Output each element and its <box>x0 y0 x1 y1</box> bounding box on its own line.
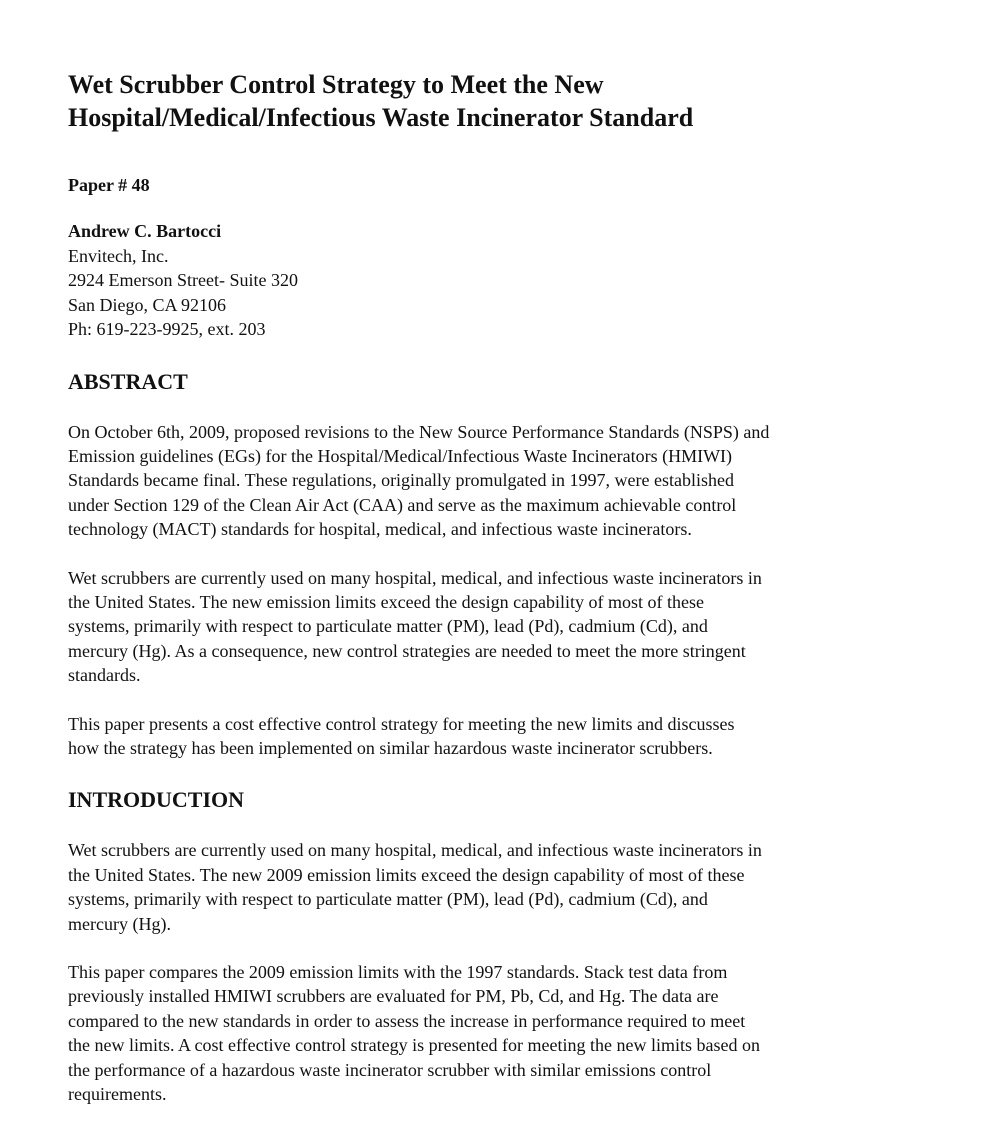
text-line: under Section 129 of the Clean Air Act (CAA) and serve as the maximum achievable control <box>68 494 737 515</box>
introduction-heading: INTRODUCTION <box>68 787 245 813</box>
document-page <box>68 68 918 1106</box>
paper-title-line-2: Hospital/Medical/Infectious Waste Incinerator Standard <box>68 103 694 132</box>
introduction-paragraph-2 <box>68 960 918 1106</box>
author-city: San Diego, CA 92106 <box>68 294 227 315</box>
abstract-paragraph-1 <box>68 420 918 542</box>
text-line: Wet scrubbers are currently used on many hospital, medical, and infectious waste incinerators in <box>68 840 762 861</box>
author-name: Andrew C. Bartocci <box>68 221 222 241</box>
author-organization: Envitech, Inc. <box>68 245 169 266</box>
author-street: 2924 Emerson Street- Suite 320 <box>68 270 298 290</box>
abstract-paragraph-2 <box>68 566 918 688</box>
text-line: Wet scrubbers are currently used on many hospital, medical, and infectious waste incinerators in <box>68 567 762 588</box>
paper-number: Paper # 48 <box>68 175 150 195</box>
text-line: This paper presents a cost effective control strategy for meeting the new limits and discusses <box>68 713 735 734</box>
text-line: the United States. The new 2009 emission limits exceed the design capability of most of these <box>68 864 745 885</box>
text-line: compared to the new standards in order to assess the increase in performance required to meet <box>68 1010 746 1031</box>
paper-title-line-1: Wet Scrubber Control Strategy to Meet the New <box>68 70 604 99</box>
text-line: technology (MACT) standards for hospital, medical, and infectious waste incinerators. <box>68 519 692 540</box>
text-line: This paper compares the 2009 emission limits with the 1997 standards. Stack test data from <box>68 962 728 982</box>
text-line: mercury (Hg). <box>68 913 171 934</box>
text-line: mercury (Hg). As a consequence, new control strategies are needed to meet the more stringent <box>68 640 746 661</box>
text-line: the new limits. A cost effective control strategy is presented for meeting the new limits based on <box>68 1035 760 1056</box>
text-line: systems, primarily with respect to particulate matter (PM), lead (Pd), cadmium (Cd), and <box>68 889 708 910</box>
abstract-paragraph-3 <box>68 712 918 761</box>
paper-title <box>68 68 918 134</box>
text-line: previously installed HMIWI scrubbers are evaluated for PM, Pb, Cd, and Hg. The data are <box>68 986 719 1007</box>
text-line: systems, primarily with respect to particulate matter (PM), lead (Pd), cadmium (Cd), and <box>68 616 708 637</box>
text-line: how the strategy has been implemented on similar hazardous waste incinerator scrubbers. <box>68 737 713 758</box>
text-line: Emission guidelines (EGs) for the Hospital/Medical/Infectious Waste Incinerators (HMIWI) <box>68 445 733 466</box>
text-line: the performance of a hazardous waste incinerator scrubber with similar emissions control <box>68 1059 712 1080</box>
introduction-paragraph-1 <box>68 838 918 936</box>
author-phone: Ph: 619-223-9925, ext. 203 <box>68 319 266 339</box>
text-line: the United States. The new emission limits exceed the design capability of most of these <box>68 591 705 612</box>
text-line: standards. <box>68 665 141 686</box>
abstract-heading: ABSTRACT <box>68 368 188 394</box>
text-line: requirements. <box>68 1084 167 1105</box>
text-line: On October 6th, 2009, proposed revisions to the New Source Performance Standards (NSPS) and <box>68 421 770 442</box>
author-block <box>68 219 918 342</box>
text-line: Standards became final. These regulations, originally promulgated in 1997, were established <box>68 470 734 491</box>
